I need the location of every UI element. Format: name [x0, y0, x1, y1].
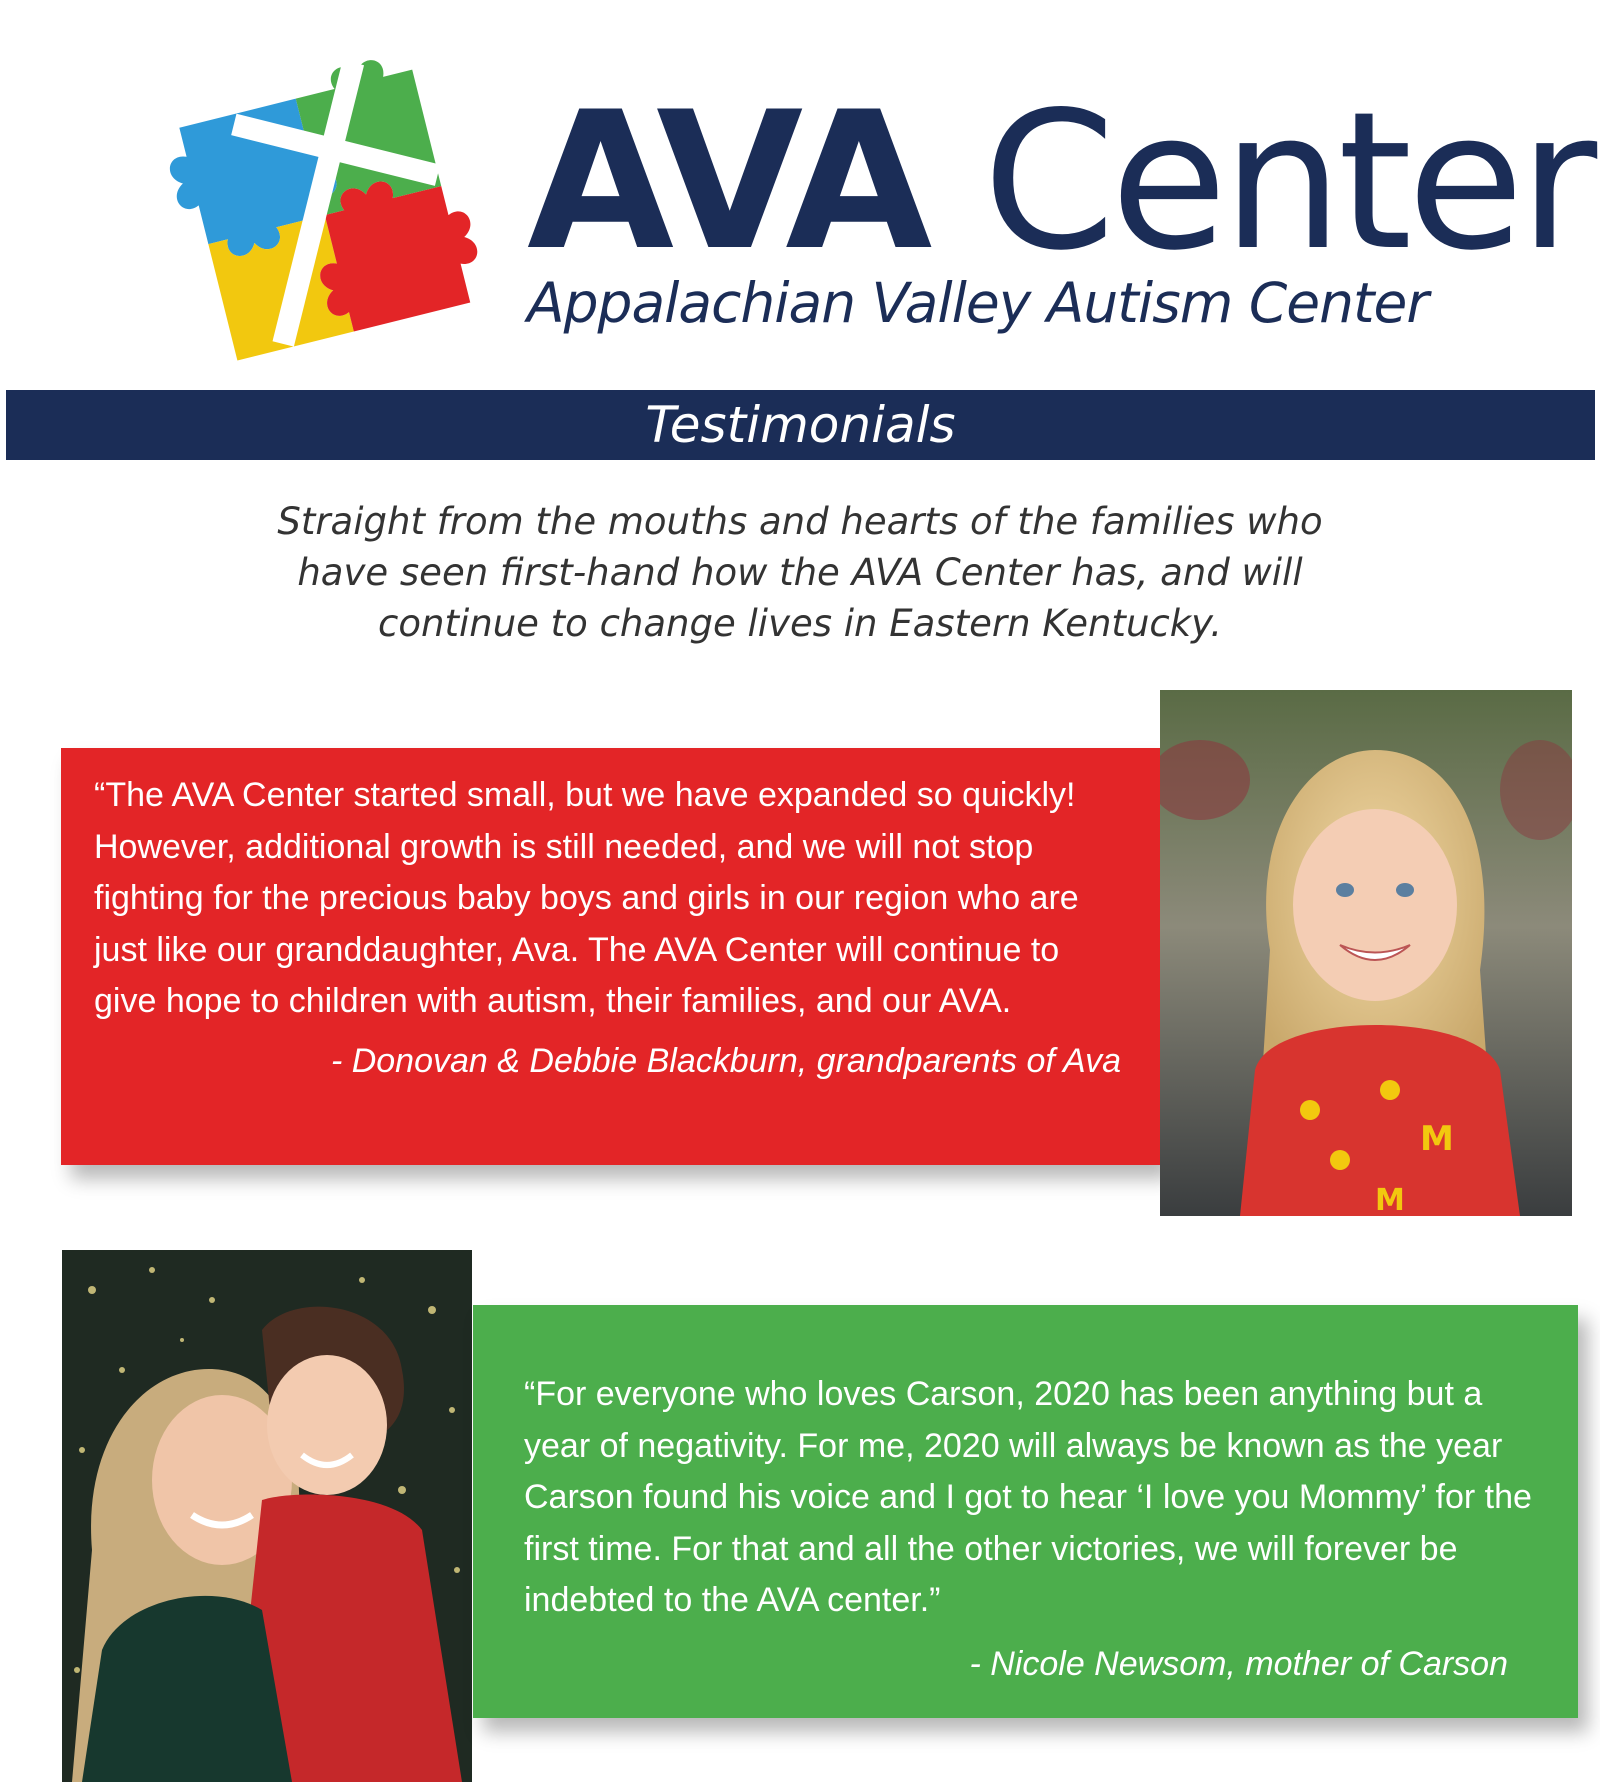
brand-name-bold: AVA — [527, 71, 928, 292]
brand-subtitle: Appalachian Valley Autism Center — [527, 271, 1428, 335]
brand-title — [527, 71, 1593, 292]
photo-carson-and-mother — [62, 1250, 472, 1782]
testimonial-card-green — [473, 1305, 1578, 1718]
testimonial-quote: “The AVA Center started small, but we have expanded so quickly! However, additional growth is still needed, and we will not stop fighting for the precious baby boys and girls in our region who are just like our granddaughter, Ava. The AVA Center will continue to give hope to children with autism, their families, and our AVA. — [94, 776, 1079, 1020]
testimonial-attribution: - Donovan & Debbie Blackburn, grandparents of Ava — [330, 1041, 1121, 1080]
banner-title: Testimonials — [645, 396, 956, 454]
testimonial-card-red — [61, 748, 1161, 1165]
svg-text:M: M — [1375, 1183, 1405, 1216]
logo-puzzle-cross-icon — [160, 22, 510, 367]
photo-ava — [1160, 690, 1572, 1216]
svg-text:M: M — [1420, 1119, 1454, 1159]
testimonial-quote: “For everyone who loves Carson, 2020 has been anything but a year of negativity. For me, 2020 will always be known as the year Carson found his voice and I got to hear ‘I love you Mommy’ for the first time. For that and all the other victories, we will forever be indebted to the AVA center.” — [524, 1375, 1532, 1619]
testimonial-attribution: - Nicole Newsom, mother of Carson — [969, 1644, 1508, 1683]
intro-text: Straight from the mouths and hearts of the families who have seen first-hand how the AVA Center has, and will continue to change lives in Eastern Kentucky. — [277, 500, 1323, 645]
section-banner — [6, 390, 1595, 460]
brand-name-light: Center — [927, 71, 1593, 292]
